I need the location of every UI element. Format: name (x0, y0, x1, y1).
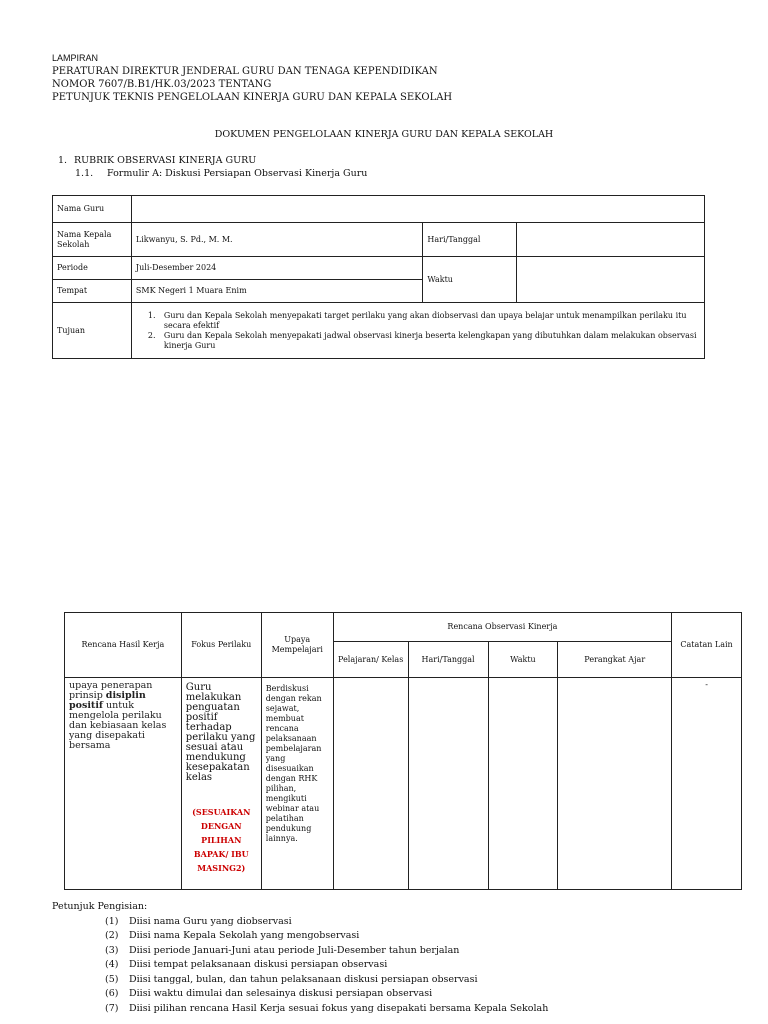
pelajaran-kelas-cell[interactable] (333, 678, 408, 890)
rhk-cell[interactable]: upaya penerapan prinsip disiplin positif untuk mengelola perilaku dan kebiasaan kelas yang disepakati bersama (65, 678, 182, 890)
instruction-item: (6) Diisi waktu dimulai dan selesainya diskusi persiapan observasi (105, 988, 433, 999)
regulation-line-3: PETUNJUK TEKNIS PENGELOLAAN KINERJA GURU DAN KEPALA SEKOLAH (52, 92, 453, 103)
document-title: DOKUMEN PENGELOLAAN KINERJA GURU DAN KEPALA SEKOLAH (214, 129, 554, 140)
fokus-perilaku-cell[interactable] (181, 678, 261, 890)
instructions-list (52, 915, 548, 1017)
periode-label: Periode (53, 257, 132, 280)
catatan-lain-cell[interactable]: - (672, 678, 742, 890)
lampiran-label: LAMPIRAN (52, 53, 99, 63)
waktu-cell[interactable] (488, 678, 558, 890)
header-catatan-lain: Catatan Lain (672, 613, 742, 678)
instruction-item: (2) Diisi nama Kepala Sekolah yang mengobservasi (105, 930, 360, 941)
waktu-label: Waktu (423, 257, 517, 303)
header-fokus-perilaku: Fokus Perilaku (181, 613, 261, 678)
nama-guru-field[interactable] (131, 196, 704, 223)
kepala-sekolah-label: Nama Kepala Sekolah (53, 223, 132, 257)
header-rencana-hasil-kerja: Rencana Hasil Kerja (65, 613, 182, 678)
fokus-perilaku-text: Guru melakukan penguatan positif terhadap perilaku yang sesuai atau mendukung kesepakatan kelas (185, 682, 256, 783)
tujuan-label: Tujuan (53, 303, 132, 359)
perangkat-ajar-cell[interactable] (558, 678, 672, 890)
tempat-field[interactable]: SMK Negeri 1 Muara Enim (131, 280, 423, 303)
header-hari-tanggal: Hari/Tanggal (408, 642, 488, 678)
rhk-bold-text: disiplin positif (69, 690, 146, 711)
hari-tanggal-field[interactable] (517, 223, 705, 257)
regulation-line-1: PERATURAN DIREKTUR JENDERAL GURU DAN TENAGA KEPENDIDIKAN (52, 66, 438, 77)
instruction-item: (7) Diisi pilihan rencana Hasil Kerja sesuai fokus yang disepakati bersama Kepala Sekolah (105, 1002, 549, 1014)
header-block (52, 52, 452, 104)
header-waktu: Waktu (488, 642, 558, 678)
section-heading (58, 154, 367, 180)
waktu-field[interactable] (517, 257, 705, 303)
instruction-item: (5) Diisi tanggal, bulan, dan tahun pelaksanaan diskusi persiapan observasi (105, 973, 478, 985)
section-title: RUBRIK OBSERVASI KINERJA GURU (74, 155, 257, 166)
regulation-line-2: NOMOR 7607/B.B1/HK.03/2023 TENTANG (52, 79, 272, 90)
instructions-block (52, 900, 548, 1016)
instructions-title: Petunjuk Pengisian: (52, 901, 148, 912)
nama-guru-label: Nama Guru (53, 196, 132, 223)
section-number: 1. (58, 155, 68, 166)
tempat-label: Tempat (53, 280, 132, 303)
periode-field[interactable]: Juli-Desember 2024 (131, 257, 423, 280)
header-rencana-observasi: Rencana Observasi Kinerja (333, 613, 671, 642)
kepala-sekolah-field[interactable]: Likwanyu, S. Pd., M. M. (131, 223, 423, 257)
header-pelajaran-kelas: Pelajaran/ Kelas (333, 642, 408, 678)
subsection-title: Formulir A: Diskusi Persiapan Observasi Kinerja Guru (107, 168, 368, 179)
tujuan-item: 1. Guru dan Kepala Sekolah menyepakati target perilaku yang akan diobservasi dan upaya belajar untuk menampilkan perilaku itu secara efektif (147, 310, 687, 330)
hari-tanggal-cell[interactable] (408, 678, 488, 890)
info-table (52, 195, 705, 359)
instruction-item: (4) Diisi tempat pelaksanaan diskusi persiapan observasi (105, 959, 388, 970)
instruction-item: (1) Diisi nama Guru yang diobservasi (105, 915, 292, 927)
header-perangkat-ajar: Perangkat Ajar (558, 642, 672, 678)
subsection-number: 1.1. (75, 168, 94, 179)
fokus-note: (SESUAIKAN DENGAN PILIHAN BAPAK/ IBU MASING2) (192, 807, 251, 873)
tujuan-field (131, 303, 704, 359)
hari-tanggal-label: Hari/Tanggal (423, 223, 517, 257)
rubric-table (64, 612, 742, 890)
tujuan-item: 2. Guru dan Kepala Sekolah menyepakati jadwal observasi kinerja beserta kelengkapan yang dibutuhkan dalam melakukan observasi kinerja Guru (147, 330, 697, 350)
header-upaya-mempelajari: Upaya Mempelajari (261, 613, 333, 678)
upaya-mempelajari-cell[interactable]: Berdiskusi dengan rekan sejawat, membuat rencana pelaksanaan pembelajaran yang disesuaikan dengan RHK pilihan, mengikuti webinar atau pelatihan pendukung lainnya. (261, 678, 333, 890)
instruction-item: (3) Diisi periode Januari-Juni atau periode Juli-Desember tahun berjalan (105, 944, 460, 956)
